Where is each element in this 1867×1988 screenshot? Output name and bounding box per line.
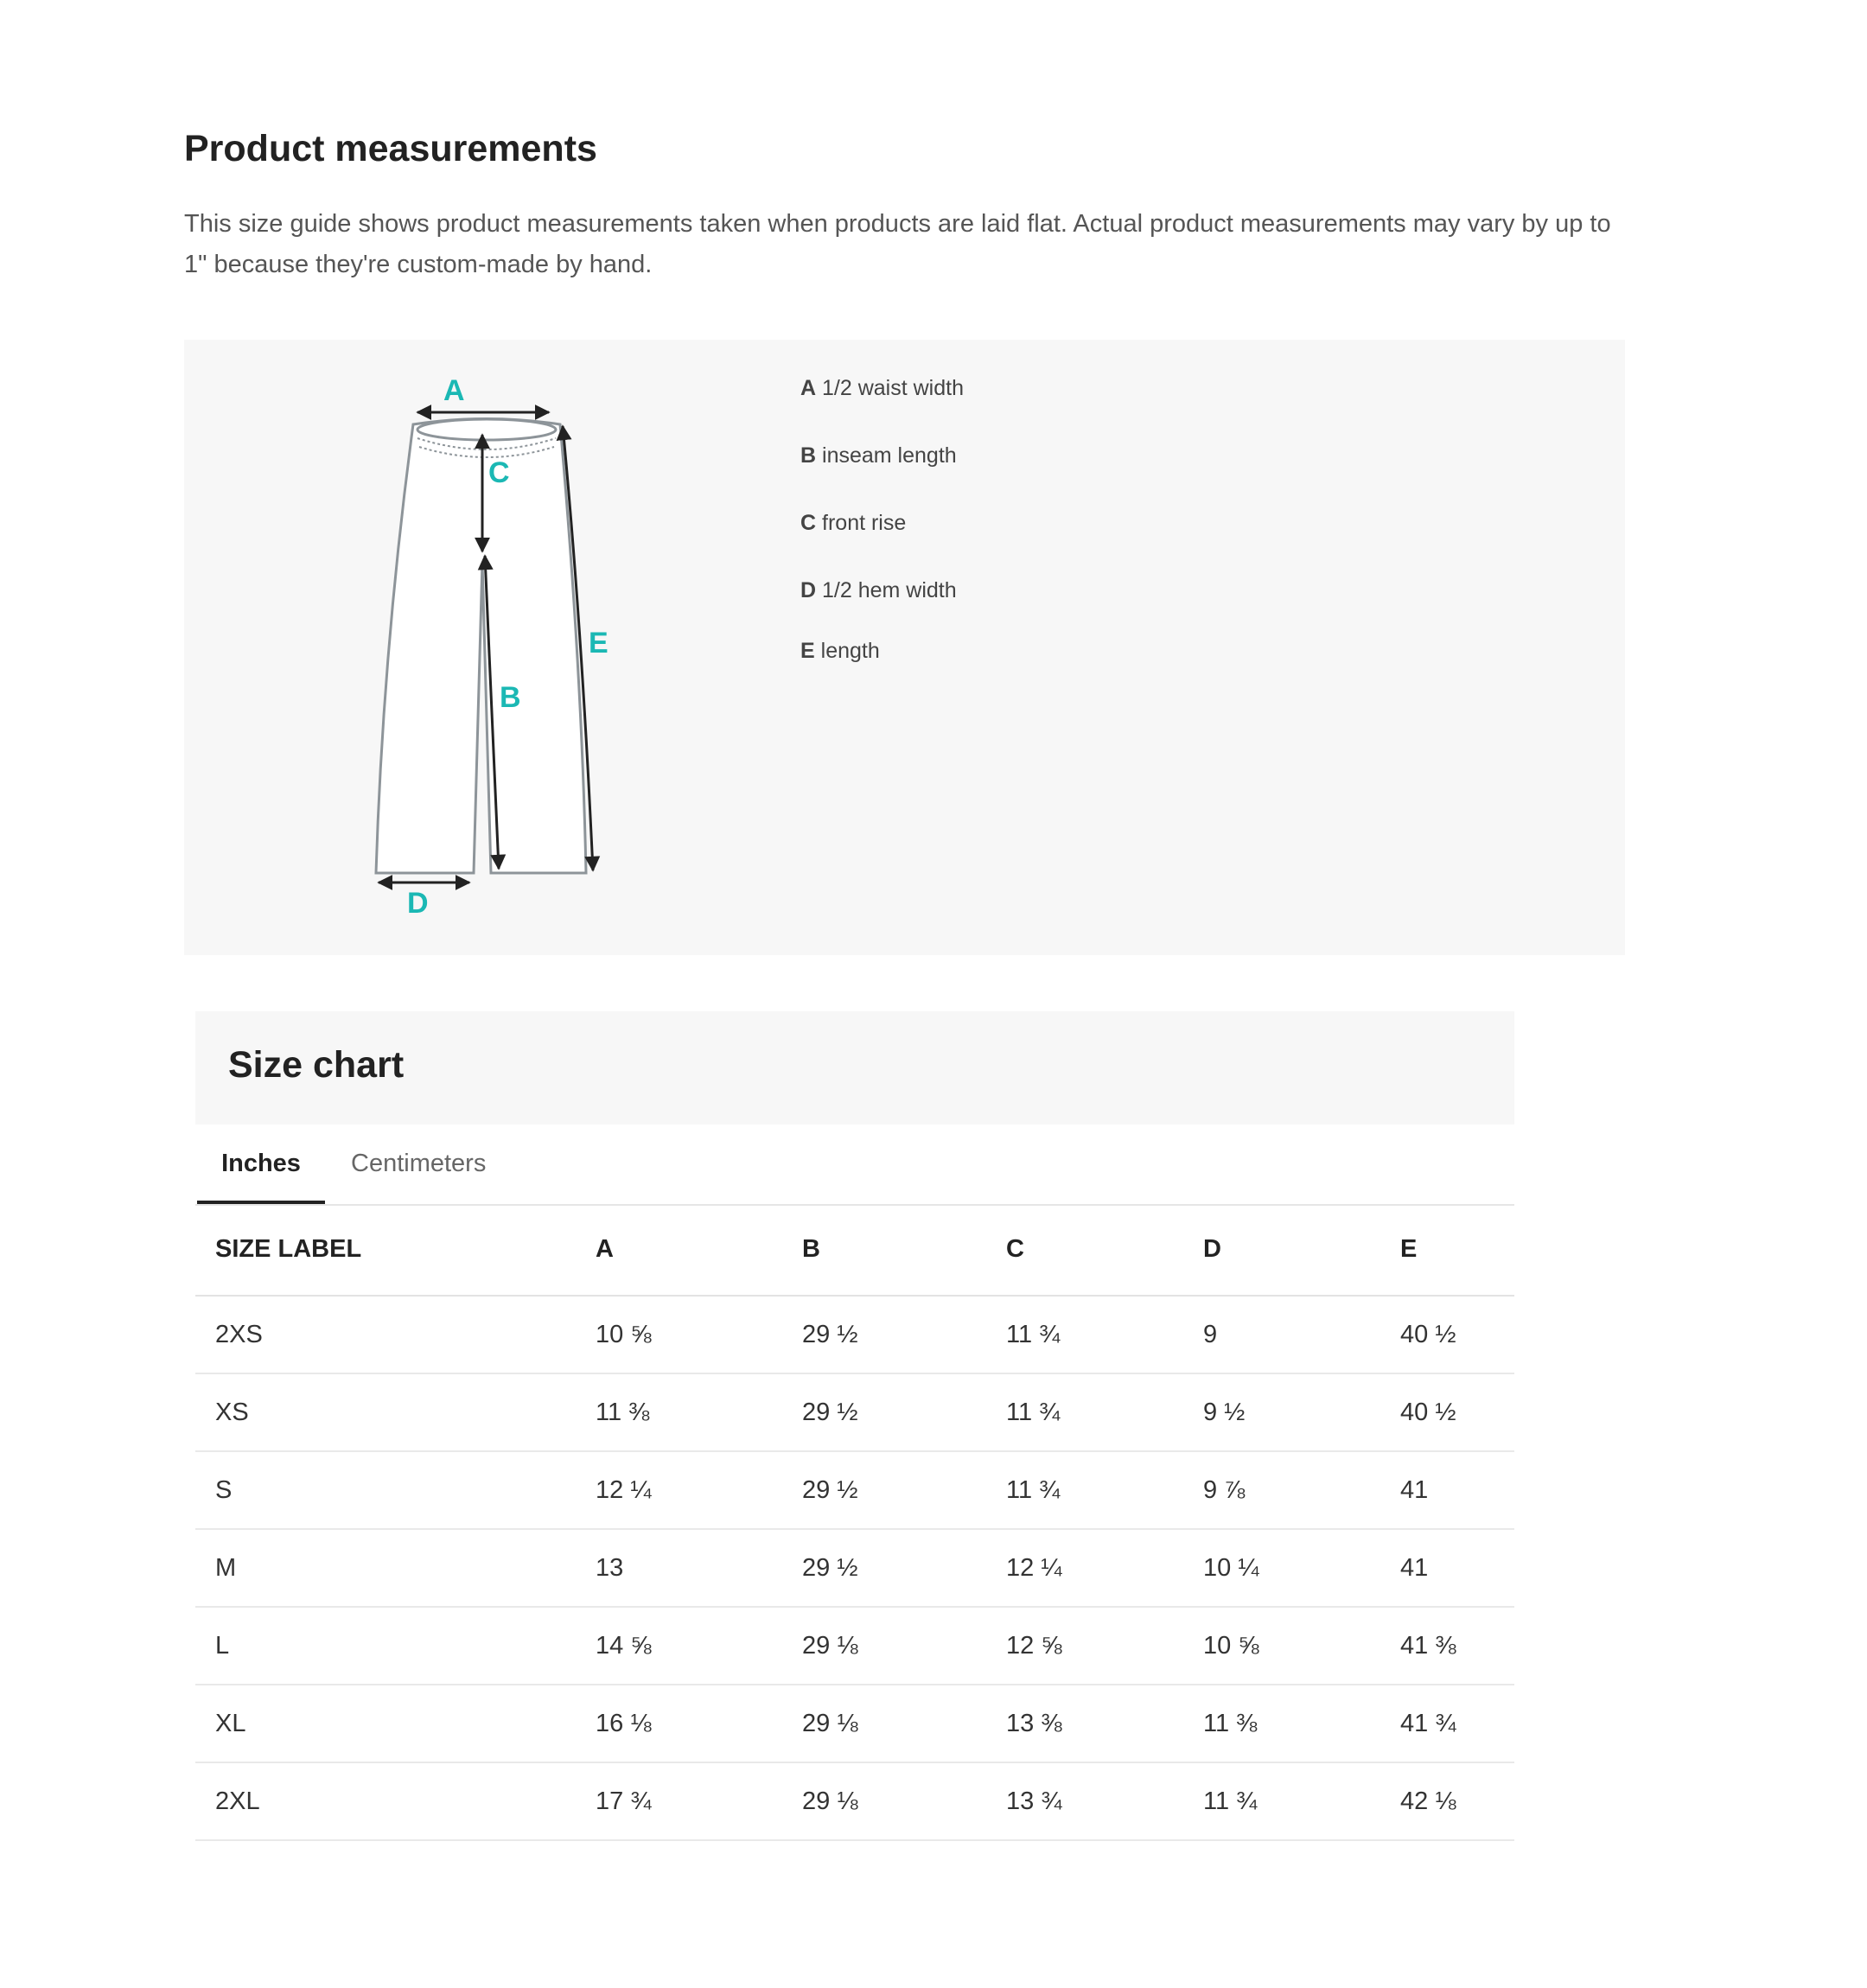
table-cell: 14 ⅝ [596, 1607, 802, 1685]
table-cell: 11 ¾ [1006, 1296, 1203, 1373]
table-cell: 12 ¼ [596, 1451, 802, 1529]
column-header-b: B [802, 1204, 1006, 1296]
size-label-cell: 2XL [195, 1762, 596, 1840]
table-cell: 12 ⅝ [1006, 1607, 1203, 1685]
table-row [195, 1685, 1514, 1762]
table-row [195, 1373, 1514, 1451]
table-cell: 11 ⅜ [596, 1373, 802, 1451]
marker-b: B [500, 681, 521, 714]
table-cell: 41 [1400, 1451, 1514, 1529]
table-cell: 29 ½ [802, 1529, 1006, 1607]
legend-key: B [800, 443, 817, 468]
legend-text: front rise [822, 511, 907, 535]
legend-key: A [800, 376, 817, 400]
table-cell: 11 ¾ [1203, 1762, 1400, 1840]
page-title: Product measurements [184, 128, 597, 169]
measurement-diagram-panel [184, 340, 1625, 955]
table-cell: 16 ⅛ [596, 1685, 802, 1762]
table-cell: 29 ½ [802, 1373, 1006, 1451]
table-header-row [195, 1204, 1514, 1296]
pants-diagram [184, 340, 789, 955]
size-label-cell: S [195, 1451, 596, 1529]
table-row [195, 1451, 1514, 1529]
tab-centimeters[interactable]: Centimeters [351, 1150, 487, 1177]
legend-item [800, 578, 957, 603]
table-cell: 41 ⅜ [1400, 1607, 1514, 1685]
marker-c: C [488, 456, 510, 489]
intro-text: This size guide shows product measurements taken when products are laid flat. Actual product measurements may vary by up to 1" because they're custom-made by hand. [184, 210, 1611, 278]
marker-e: E [589, 627, 609, 659]
table-cell: 29 ⅛ [802, 1685, 1006, 1762]
table-cell: 29 ½ [802, 1451, 1006, 1529]
table-row [195, 1762, 1514, 1840]
table-cell: 17 ¾ [596, 1762, 802, 1840]
marker-d: D [407, 887, 429, 920]
legend-key: C [800, 511, 817, 535]
table-cell: 9 ⅞ [1203, 1451, 1400, 1529]
table-cell: 12 ¼ [1006, 1529, 1203, 1607]
waistband [417, 419, 556, 440]
legend-text: inseam length [822, 443, 957, 468]
legend-text: 1/2 waist width [822, 376, 964, 400]
table-row [195, 1529, 1514, 1607]
column-header-c: C [1006, 1204, 1203, 1296]
table-cell: 9 ½ [1203, 1373, 1400, 1451]
legend-item [800, 639, 880, 664]
table-cell: 13 [596, 1529, 802, 1607]
table-cell: 13 ⅜ [1006, 1685, 1203, 1762]
marker-a: A [443, 374, 465, 407]
table-cell: 29 ⅛ [802, 1762, 1006, 1840]
legend-key: D [800, 578, 817, 602]
table-cell: 11 ¾ [1006, 1373, 1203, 1451]
table-row [195, 1296, 1514, 1373]
tab-inches[interactable]: Inches [197, 1125, 325, 1204]
table-cell: 29 ½ [802, 1296, 1006, 1373]
legend-text: length [820, 639, 880, 663]
table-cell: 41 [1400, 1529, 1514, 1607]
table-cell: 42 ⅛ [1400, 1762, 1514, 1840]
legend-item [800, 376, 964, 401]
table-cell: 10 ⅝ [1203, 1607, 1400, 1685]
table-cell: 40 ½ [1400, 1296, 1514, 1373]
table-row [195, 1607, 1514, 1685]
column-header-d: D [1203, 1204, 1400, 1296]
size-label-cell: XS [195, 1373, 596, 1451]
legend-text: 1/2 hem width [822, 578, 957, 602]
size-label-cell: 2XS [195, 1296, 596, 1373]
table-cell: 29 ⅛ [802, 1607, 1006, 1685]
table-cell: 10 ⅝ [596, 1296, 802, 1373]
table-cell: 41 ¾ [1400, 1685, 1514, 1762]
size-table [195, 1204, 1514, 1841]
table-cell: 10 ¼ [1203, 1529, 1400, 1607]
table-cell: 13 ¾ [1006, 1762, 1203, 1840]
size-chart-header [195, 1011, 1514, 1125]
size-label-cell: XL [195, 1685, 596, 1762]
table-cell: 40 ½ [1400, 1373, 1514, 1451]
table-cell: 9 [1203, 1296, 1400, 1373]
table-cell: 11 ⅜ [1203, 1685, 1400, 1762]
table-cell: 11 ¾ [1006, 1451, 1203, 1529]
legend-item [800, 443, 957, 468]
size-label-cell: L [195, 1607, 596, 1685]
unit-tabs [195, 1125, 1514, 1206]
size-label-cell: M [195, 1529, 596, 1607]
column-header-size-label: SIZE LABEL [195, 1204, 596, 1296]
column-header-e: E [1400, 1204, 1514, 1296]
size-chart-title: Size chart [228, 1044, 405, 1086]
legend-key: E [800, 639, 815, 663]
legend-item [800, 511, 906, 536]
column-header-a: A [596, 1204, 802, 1296]
